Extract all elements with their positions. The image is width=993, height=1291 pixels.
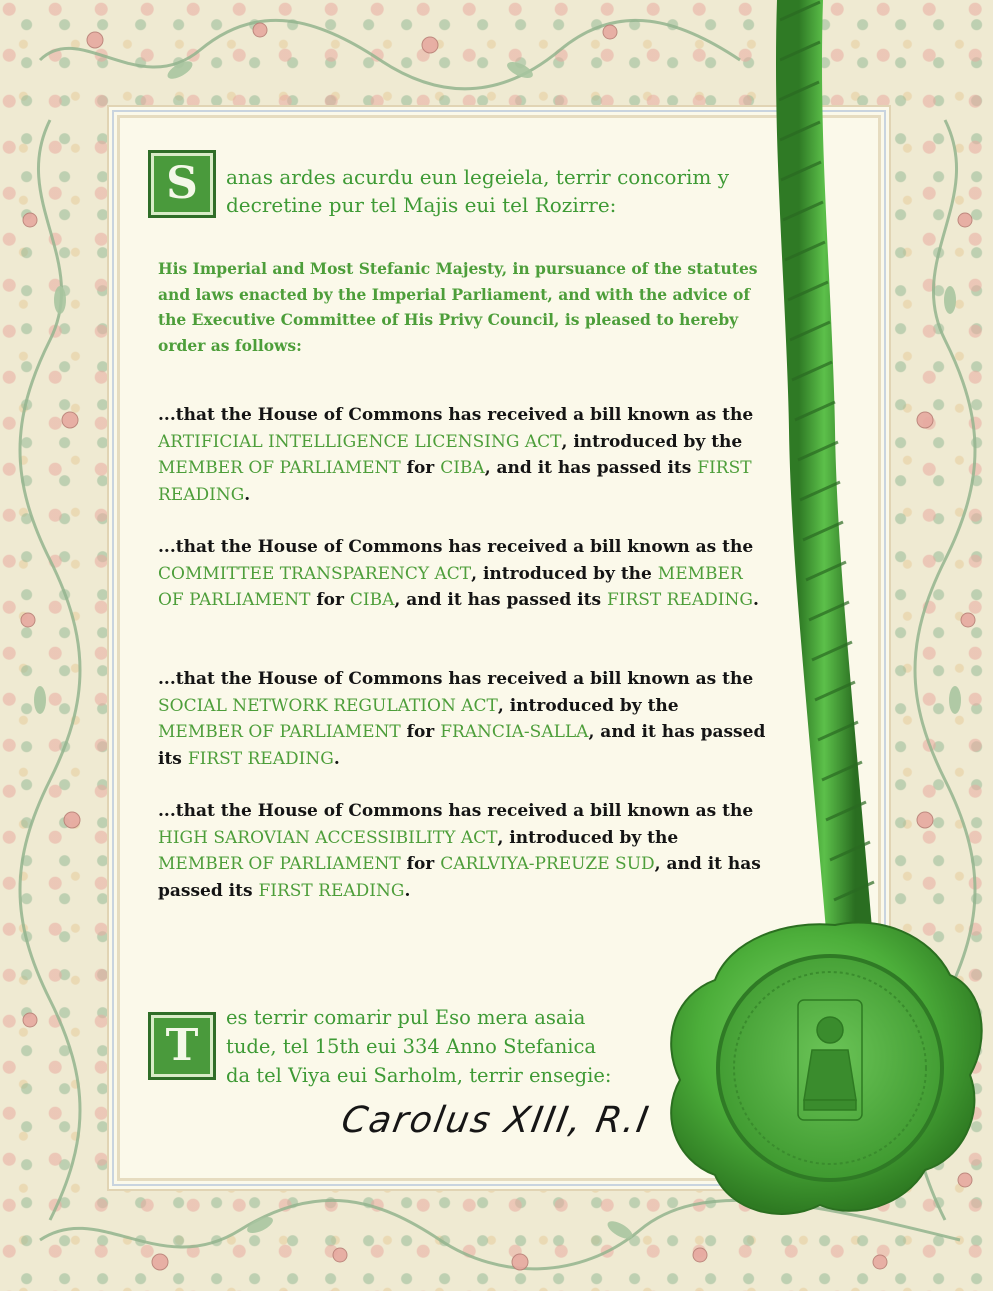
- closing-line-2: tude, tel 15th eui 334 Anno Stefanica: [226, 1035, 597, 1058]
- clause-lead: ...that the House of Commons has received a bill known as the: [158, 537, 754, 557]
- member-title: MEMBER OF PARLIAMENT: [158, 854, 401, 874]
- clause-passed: , and it has passed its: [158, 722, 766, 769]
- clause-for: for: [406, 722, 435, 742]
- dropcap-t: T: [148, 1012, 216, 1080]
- act-name: HIGH SAROVIAN ACCESSIBILITY ACT: [158, 827, 498, 848]
- reading-stage: FIRST READING: [258, 880, 405, 901]
- member-title: MEMBER OF PARLIAMENT: [158, 458, 401, 478]
- clause-end: .: [244, 484, 251, 505]
- act-name: COMMITTEE TRANSPARENCY ACT: [158, 563, 472, 584]
- member-title: MEMBER OF PARLIAMENT: [158, 563, 743, 610]
- closing-line-3: da tel Viya eui Sarholm, terrir ensegie:: [226, 1064, 612, 1087]
- preamble-paragraph: His Imperial and Most Stefanic Majesty, in pursuance of the statutes and laws enacted by the Imperial Parliament, and with the advice of the Executive Committee of His Privy Council, is pleased to hereby order as follows:: [158, 259, 758, 355]
- dropcap-s: S: [148, 150, 216, 218]
- clause-lead: ...that the House of Commons has received a bill known as the: [158, 669, 754, 689]
- clause-lead: ...that the House of Commons has received a bill known as the: [158, 801, 754, 821]
- closing-line-1: es terrir comarir pul Eso mera asaia: [226, 1006, 586, 1029]
- clause-end: .: [752, 590, 759, 610]
- clause-for: for: [316, 590, 344, 610]
- act-name: ARTIFICIAL INTELLIGENCE LICENSING ACT: [158, 431, 562, 452]
- clause-passed: , and it has passed its: [394, 590, 602, 610]
- opening-line-2: decretine pur tel Majis eui tel Rozirre:: [226, 193, 617, 217]
- constituency: CIBA: [440, 458, 485, 478]
- constituency: CIBA: [349, 590, 395, 610]
- clause-lead: ...that the House of Commons has received a bill known as the: [158, 405, 754, 425]
- reading-stage: FIRST READING: [606, 590, 753, 610]
- clause-for: for: [406, 458, 435, 478]
- act-name: SOCIAL NETWORK REGULATION ACT: [158, 695, 498, 716]
- member-title: MEMBER OF PARLIAMENT: [158, 722, 401, 742]
- clause-passed: , and it has passed its: [484, 458, 692, 478]
- clause-end: .: [333, 748, 340, 769]
- clause-passed: , and it has passed its: [158, 854, 761, 901]
- clause-introduced: , introduced by the: [471, 563, 652, 584]
- reading-stage: FIRST READING: [187, 748, 334, 769]
- constituency: FRANCIA-SALLA: [440, 722, 589, 742]
- clause-introduced: , introduced by the: [497, 695, 679, 716]
- opening-line-1: anas ardes acurdu eun legeiela, terrir concorim y: [226, 165, 730, 189]
- reading-stage: FIRST READING: [158, 458, 752, 505]
- royal-signature: Carolus XIII, R.I: [338, 1100, 654, 1141]
- clause-end: .: [404, 880, 411, 901]
- clause-introduced: , introduced by the: [497, 827, 679, 848]
- clause-for: for: [406, 854, 435, 874]
- clause-introduced: , introduced by the: [561, 431, 743, 452]
- constituency: CARLVIYA-PREUZE SUD: [440, 854, 655, 874]
